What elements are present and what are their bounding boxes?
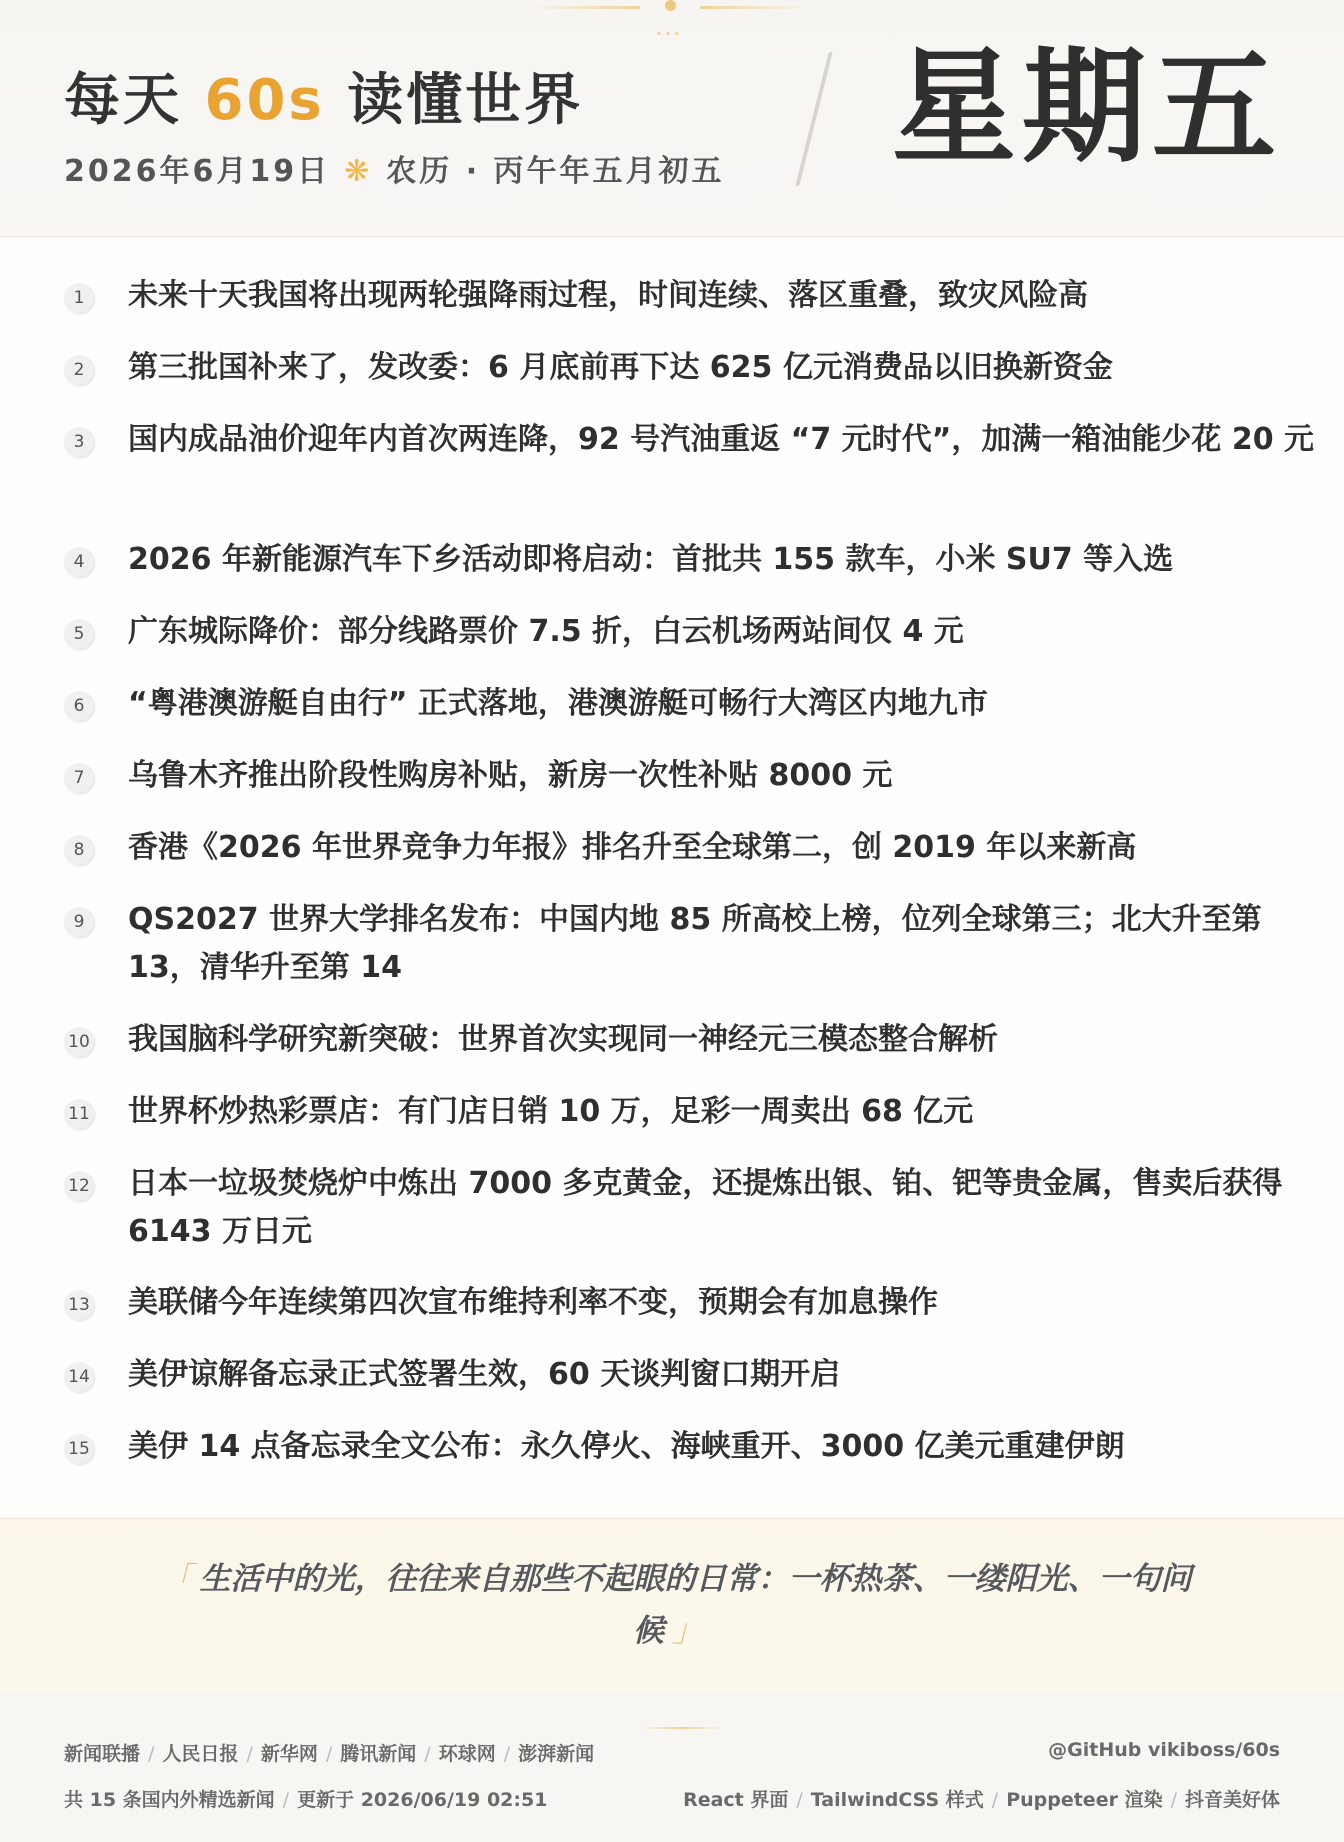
- separator: /: [282, 1789, 290, 1811]
- news-number-badge: 8: [64, 835, 94, 865]
- source-huanqiuwang: 环球网: [438, 1743, 496, 1765]
- news-text: 我国脑科学研究新突破：世界首次实现同一神经元三模态整合解析: [128, 1022, 998, 1057]
- source-renminribao: 人民日报: [162, 1743, 239, 1765]
- separator: /: [148, 1743, 155, 1765]
- top-ornament: [530, 0, 810, 40]
- tech-puppeteer: Puppeteer 渲染: [1006, 1789, 1163, 1811]
- separator: /: [991, 1789, 999, 1811]
- news-number-badge: 6: [64, 691, 94, 721]
- news-list: [0, 237, 1344, 1517]
- app-title-accent: 60s: [204, 68, 325, 133]
- separator: /: [796, 1789, 803, 1811]
- quote-close-icon: 」: [672, 1613, 703, 1649]
- news-number-badge: 5: [64, 619, 94, 649]
- daily-quote: [0, 1518, 1344, 1692]
- news-text: QS2027 世界大学排名发布：中国内地 85 所高校上榜，位列全球第三；北大升至第 13，清华升至第 14: [128, 902, 1262, 985]
- news-text: 世界杯炒热彩票店：有门店日销 10 万，足彩一周卖出 68 亿元: [128, 1094, 974, 1129]
- news-number-badge: 15: [64, 1434, 94, 1464]
- separator: /: [1170, 1789, 1177, 1811]
- app-title: [64, 56, 583, 136]
- separator: /: [503, 1743, 511, 1765]
- quote-text-block: [150, 1553, 1194, 1657]
- news-number-badge: 4: [64, 547, 94, 577]
- news-text: 未来十天我国将出现两轮强降雨过程，时间连续、落区重叠，致灾风险高: [128, 278, 1088, 313]
- star-icon: ❋: [344, 154, 373, 189]
- news-text: 美伊 14 点备忘录全文公布：永久停火、海峡重开、3000 亿美元重建伊朗: [128, 1429, 1125, 1464]
- divider-slash: [795, 52, 832, 186]
- tech-tailwind: TailwindCSS 样式: [810, 1789, 984, 1811]
- news-count: 共 15 条国内外精选新闻: [64, 1789, 275, 1811]
- news-text: 国内成品油价迎年内首次两连降，92 号汽油重返 “7 元时代”，加满一箱油能少花 20 元: [128, 422, 1315, 457]
- news-number-badge: 11: [64, 1099, 94, 1129]
- news-text: 2026 年新能源汽车下乡活动即将启动：首批共 155 款车，小米 SU7 等入选: [128, 542, 1174, 577]
- quote-open-icon: 「: [160, 1561, 192, 1597]
- separator: /: [246, 1743, 253, 1765]
- news-number-badge: 13: [64, 1290, 94, 1320]
- tech-react: React 界面: [683, 1789, 789, 1811]
- source-pengpaixinwen: 澎湃新闻: [518, 1743, 595, 1765]
- app-title-suffix: 读懂世界: [324, 68, 584, 133]
- news-text: 美伊谅解备忘录正式签署生效，60 天谈判窗口期开启: [128, 1357, 841, 1392]
- tech-font: 抖音美好体: [1184, 1789, 1280, 1811]
- ornament-line-left: [530, 6, 640, 9]
- ornament-dots-icon: •••: [656, 29, 683, 40]
- news-text: “粤港澳游艇自由行” 正式落地，港澳游艇可畅行大湾区内地九市: [128, 686, 988, 721]
- github-link[interactable]: @GitHub vikiboss/60s: [1048, 1739, 1280, 1761]
- news-number-badge: 7: [64, 763, 94, 793]
- news-number-badge: 14: [64, 1362, 94, 1392]
- footer: [0, 1691, 1344, 1842]
- news-text: 日本一垃圾焚烧炉中炼出 7000 多克黄金，还提炼出银、铂、钯等贵金属，售卖后获得 6143 万日元: [128, 1166, 1283, 1249]
- header: [0, 0, 1344, 237]
- separator: /: [325, 1743, 333, 1765]
- source-xinwenlianbo: 新闻联播: [64, 1743, 141, 1765]
- news-text: 第三批国补来了，发改委：6 月底前再下达 625 亿元消费品以旧换新资金: [128, 350, 1113, 385]
- ornament-dot-icon: [665, 0, 676, 11]
- ornament-line-right: [700, 6, 810, 9]
- news-number-badge: 10: [64, 1027, 94, 1057]
- date-line: [64, 146, 725, 190]
- news-number-badge: 12: [64, 1171, 94, 1201]
- separator: /: [424, 1743, 431, 1765]
- gregorian-date: 2026年6月19日: [64, 154, 331, 189]
- weekday: 星期五: [892, 36, 1283, 180]
- news-number-badge: 2: [64, 355, 94, 385]
- news-number-badge: 9: [64, 907, 94, 937]
- footer-ornament: [640, 1727, 724, 1729]
- news-number-badge: 1: [64, 283, 94, 313]
- lunar-date: 农历 · 丙午年五月初五: [386, 154, 725, 189]
- quote-text: 生活中的光，往往来自那些不起眼的日常：一杯热茶、一缕阳光、一句问候: [199, 1561, 1192, 1649]
- tech-stack: [683, 1785, 1280, 1812]
- news-meta: [64, 1785, 547, 1812]
- news-text: 美联储今年连续第四次宣布维持利率不变，预期会有加息操作: [128, 1285, 938, 1320]
- app-title-prefix: 每天: [64, 68, 205, 133]
- news-text: 乌鲁木齐推出阶段性购房补贴，新房一次性补贴 8000 元: [128, 758, 893, 793]
- source-tengxunxinwen: 腾讯新闻: [340, 1743, 417, 1765]
- news-text: 广东城际降价：部分线路票价 7.5 折，白云机场两站间仅 4 元: [128, 614, 964, 649]
- news-number-badge: 3: [64, 427, 94, 457]
- news-sources: [64, 1739, 594, 1766]
- update-time: 更新于 2026/06/19 02:51: [297, 1789, 548, 1811]
- news-text: 香港《2026 年世界竞争力年报》排名升至全球第二，创 2019 年以来新高: [128, 830, 1137, 865]
- source-xinhuawang: 新华网: [260, 1743, 318, 1765]
